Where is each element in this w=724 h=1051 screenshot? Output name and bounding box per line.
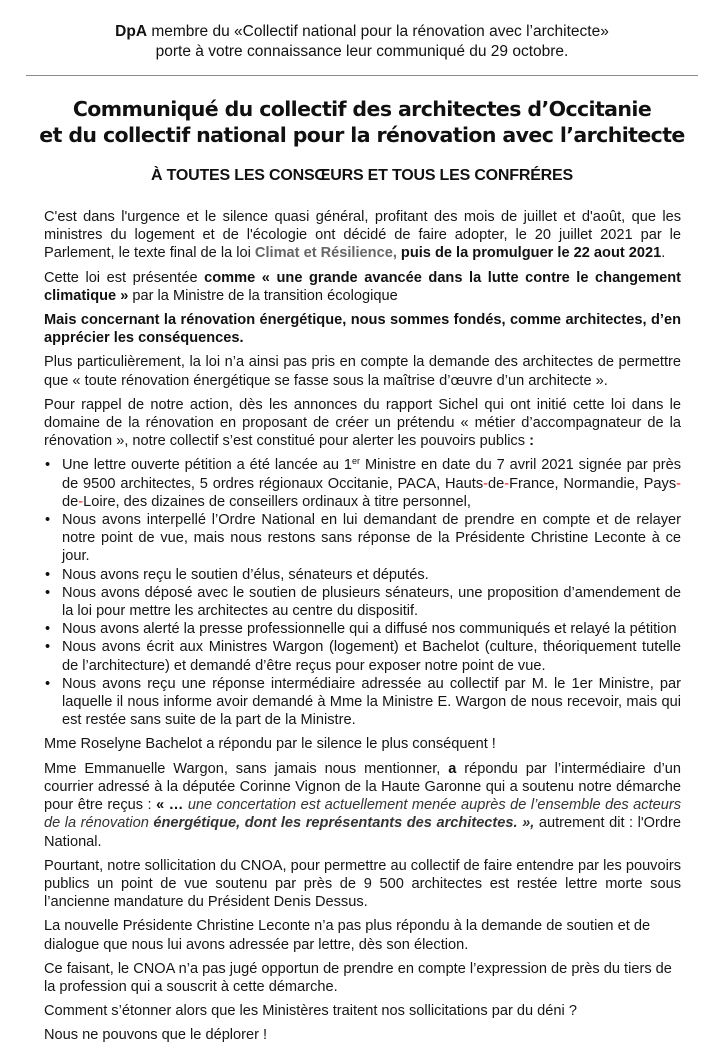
red-hyphen: - bbox=[504, 475, 510, 492]
action-list bbox=[44, 456, 681, 729]
page-title bbox=[0, 96, 724, 148]
text: Loire, des dizaines de conseillers ordinaux à titre personnel, bbox=[83, 493, 471, 510]
list-item: • Nous avons reçu une réponse intermédiaire adressée au collectif par M. le 1er Ministre, par laquelle il nous informe avoir demandé à Mme la Ministre E. Wargon de nous recevoir, mais qui est restée sans suite de la part de la Ministre. bbox=[62, 675, 681, 730]
list-item: • Nous avons interpellé l’Ordre National en lui demandant de prendre en compte et de relayer notre point de vue, mais nous restons sans réponse de la Présidente Christine Leconte à ce jour. bbox=[62, 511, 681, 566]
law-name: Climat et Résilience bbox=[254, 245, 393, 262]
paragraph-8: Pourtant, notre sollicitation du CNOA, pour permettre au collectif de faire entendre par les pouvoirs publics un point de vue soutenu par près de 9 500 architectes est restée lettre morte sous l’ancienne mandature du Président Denis Dessus. bbox=[44, 857, 681, 911]
quote-bold: comme « une grande avancée dans la lutte contre le changement climatique » bbox=[44, 269, 682, 304]
text: Une lettre ouverte pétition a été lancée au 1 bbox=[62, 457, 353, 474]
list-item: • Nous avons écrit aux Ministres Wargon (logement) et Bachelot (culture, théoriquement tutelle de l’architecture) et demandé d’être reçus pour exposer notre point de vue. bbox=[62, 638, 681, 674]
header-line-1-text: membre du «Collectif national pour la rénovation avec l’architecte» bbox=[147, 23, 609, 40]
paragraph-10: Ce faisant, le CNOA n’a pas jugé opportun de prendre en compte l’expression de près du tiers de la profession qui a souscrit à cette démarche. bbox=[44, 960, 672, 995]
text: : bbox=[529, 433, 534, 450]
paragraph-2 bbox=[44, 269, 681, 305]
quote-italic: une concertation est actuellement menée auprès de l’ensemble des acteurs de la rénovation bbox=[44, 797, 681, 832]
paragraph-12: Nous ne pouvons que le déplorer ! bbox=[44, 1027, 268, 1044]
text: Mais concernant la rénovation énergétique, nous sommes fondés, comme architectes, d’en apprécier les conséquences. bbox=[44, 312, 681, 347]
text: « … bbox=[156, 797, 188, 814]
paragraph-9: La nouvelle Présidente Christine Leconte n’a pas plus répondu à la demande de soutien et de dialogue que nous lui avons adressée par lettre, dès son élection. bbox=[44, 918, 651, 953]
text: par la Ministre de la transition écologique bbox=[128, 287, 398, 304]
list-item: • Nous avons alerté la presse professionnelle qui a diffusé nos communiqués et relayé la pétition bbox=[62, 620, 681, 638]
text: Cette loi est présentée bbox=[44, 269, 205, 286]
title-line-2: et du collectif national pour la rénovation avec l’architecte bbox=[39, 123, 685, 147]
promulgation-date: puis de la promulguer le 22 aout 2021 bbox=[400, 245, 662, 262]
paragraph-4: Plus particulièrement, la loi n’a ainsi pas pris en compte la demande des architectes de permettre que « toute rénovation énergétique se fasse sous la maîtrise d’œuvre d’un architecte ». bbox=[44, 354, 681, 389]
text: France, Normandie, Pays bbox=[509, 475, 677, 492]
text: a bbox=[448, 760, 457, 777]
header-line-2: porte à votre connaissance leur communiqué du 29 octobre. bbox=[155, 43, 569, 60]
text: répondu par l’intermédiaire d’un courrier adressé à la députée Corinne Vignon de la Haute Garonne qui a soutenu notre démarche pour être reçus : bbox=[44, 760, 681, 814]
text: de bbox=[62, 493, 79, 510]
text: Mme Emmanuelle Wargon, sans jamais nous mentionner, bbox=[44, 760, 449, 777]
paragraph-11: Comment s’étonner alors que les Ministères traitent nos sollicitations par du déni ? bbox=[44, 1003, 577, 1020]
text: Pour rappel de notre action, dès les annonces du rapport Sichel qui ont initié cette loi dans le domaine de la rénovation en proposant de créer un prétendu « métier d’accompagnateur de la rénovation », notre collectif s’est constitué pour alerter les pouvoirs publics bbox=[44, 396, 681, 450]
text: , bbox=[392, 245, 401, 262]
paragraph-6: Mme Roselyne Bachelot a répondu par le silence le plus conséquent ! bbox=[44, 736, 496, 753]
red-hyphen: - bbox=[78, 493, 84, 510]
red-hyphen: - bbox=[676, 475, 681, 492]
document-header bbox=[0, 22, 724, 62]
text: C'est dans l'urgence et le silence quasi général, profitant des mois de juillet et d'août, que les ministres du logement et de l'écologie ont décidé de faire adopter, le 20 juillet 2021 par le Parlement, le texte final de la loi bbox=[44, 209, 681, 262]
paragraph-5 bbox=[44, 396, 681, 451]
paragraph-1 bbox=[44, 208, 681, 263]
paragraph-7 bbox=[44, 760, 681, 851]
text: autrement dit : l'Ordre National. bbox=[44, 815, 681, 850]
text: Ministre en date du 7 avril 2021 signée par près de 9500 architectes, 5 ordres régionaux Occitanie, PACA, Hauts bbox=[62, 457, 681, 492]
quote-bold-italic: énergétique, dont les représentants des architectes. », bbox=[153, 815, 535, 832]
list-item bbox=[62, 456, 681, 511]
list-item: • Nous avons reçu le soutien d’élus, sénateurs et députés. bbox=[62, 566, 681, 584]
page-subtitle: À TOUTES LES CONSŒURS ET TOUS LES CONFRÉRES bbox=[151, 167, 573, 184]
org-name: DpA bbox=[115, 23, 148, 40]
header-line-1 bbox=[0, 22, 724, 42]
paragraph-3 bbox=[44, 311, 681, 347]
title-line-1: Communiqué du collectif des architectes d’Occitanie bbox=[72, 97, 652, 121]
red-hyphen: - bbox=[483, 475, 489, 492]
superscript: er bbox=[352, 456, 361, 467]
text: de bbox=[488, 475, 505, 492]
horizontal-divider bbox=[26, 75, 698, 76]
text: . bbox=[661, 245, 666, 262]
document-body bbox=[44, 208, 681, 1051]
list-item: • Nous avons déposé avec le soutien de plusieurs sénateurs, une proposition d’amendement de la loi pour mettre les architectes au centre du dispositif. bbox=[62, 584, 681, 620]
